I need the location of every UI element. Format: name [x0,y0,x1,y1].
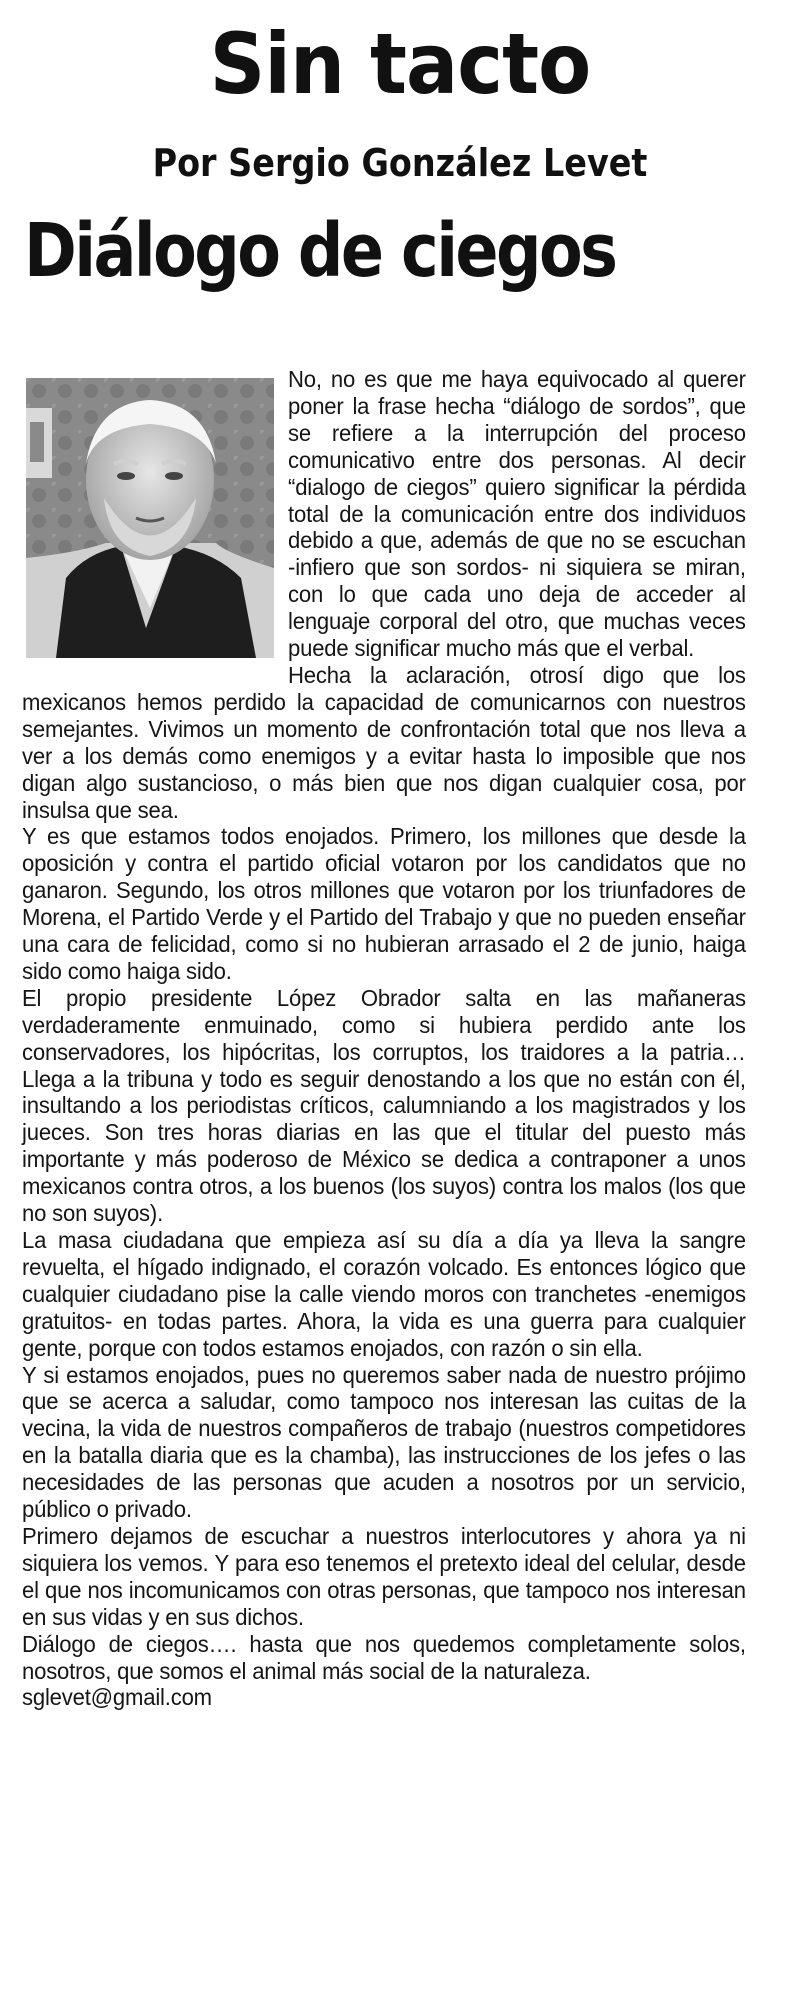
paragraph: Y es que estamos todos enojados. Primero, los millones que desde la oposición y contra el partido oficial votaron por los candidatos que no ganaron. Segundo, los otros millones que votaron por los triunfadores de Morena, el Partido Verde y el Partido del Trabajo y que no pueden enseñar una cara de felicidad, como si no hubieran arrasado el 2 de junio, haiga sido como haiga sido. [22,823,746,984]
paragraph: El propio presidente López Obrador salta en las mañaneras verdaderamente enmuinado, como si hubiera perdido ante los conservadores, los hipócritas, los corruptos, los traidores a la patria… Llega a la tribuna y todo es seguir denostando a los que no están con él, insultando a los periodistas críticos, calumniando a los magistrados y los jueces. Son tres horas diarias en las que el titular del puesto más importante y más poderoso de México se dedica a contraponer a unos mexicanos contra otros, a los buenos (los suyos) contra los malos (los que no son suyos). [22,984,746,1227]
paragraph: Y si estamos enojados, pues no queremos saber nada de nuestro prójimo que se acerca a saludar, como tampoco nos interesan las cuitas de la vecina, la vida de nuestros compañeros de trabajo (nuestros competidores en la batalla diaria que es la chamba), las instrucciones de los jefes o las necesidades de las personas que acuden a nosotros por un servicio, público o privado. [22,1361,746,1523]
paragraph: Primero dejamos de escuchar a nuestros interlocutores y ahora ya ni siquiera los vemos. Y para eso tenemos el pretexto ideal del celular, desde el que nos incomunicamos con otras personas, que tampoco nos interesan en sus vidas y en sus dichos. [22,1522,746,1630]
author-email: sglevet@gmail.com [22,1684,212,1711]
paragraph: La masa ciudadana que empieza así su día a día ya lleva la sangre revuelta, el hígado indignado, el corazón volcado. Es entonces lógico que cualquier ciudadano pise la calle viendo moros con tranchetes -enemigos gratuitos- en todas partes. Ahora, la vida es una guerra para cualquier gente, porque con todos estamos enojados, con razón o sin ella. [22,1227,746,1361]
paragraph: No, no es que me haya equivocado al querer poner la frase hecha “diálogo de sordos”, que se refiere a la interrupción del proceso comunicativo entre dos personas. Al decir “dialogo de ciegos” quiero significar la pérdida total de la comunicación entre dos individuos debido a que, además de que no se escuchan -infiero que son sordos- ni siquiera se miran, con lo que cada uno deja de acceder al lenguaje corporal del otro, que muchas veces puede significar mucho más que el verbal. [288,366,746,662]
column-title: Sin tacto [209,15,591,113]
article-headline: Diálogo de ciegos [24,208,616,294]
paragraph: Hecha la aclaración, otrosí digo que los mexicanos hemos perdido la capacidad de comunicarnos con nuestros semejantes. Vivimos un momento de confrontación total que nos lleva a ver a los demás como enemigos y a evitar hasta lo imposible que nos digan algo sustancioso, o más bien que nos digan cualquier cosa, por insulsa que sea. [22,661,746,823]
paragraph: Diálogo de ciegos…. hasta que nos quedemos completamente solos, nosotros, que somos el animal más social de la naturaleza. [22,1630,746,1684]
author-byline: Por Sergio González Levet [152,141,648,185]
photo-wrap-spacer [22,366,288,662]
article-body [22,366,746,1711]
